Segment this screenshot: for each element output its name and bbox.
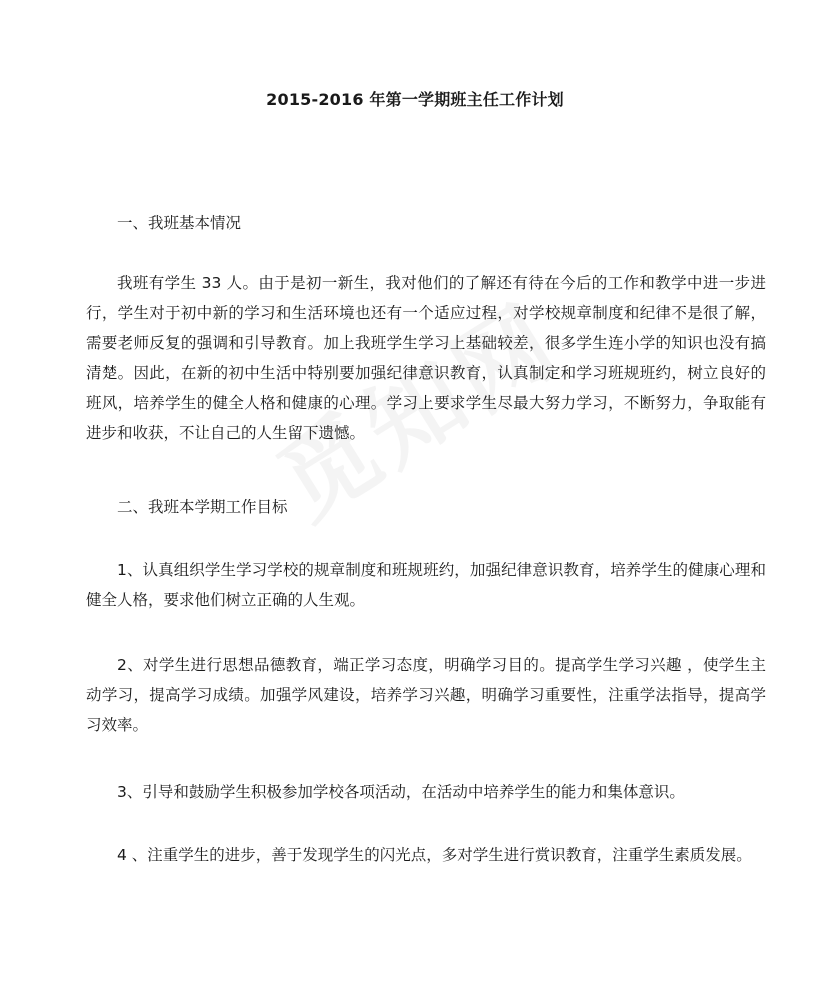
section-heading-basic-situation: 一、我班基本情况 bbox=[117, 214, 242, 232]
section-heading-goals: 二、我班本学期工作目标 bbox=[117, 498, 288, 516]
document-title: 2015-2016 年第一学期班主任工作计划 bbox=[266, 90, 564, 109]
goal-item-3: 3、引导和鼓励学生积极参加学校各项活动，在活动中培养学生的能力和集体意识。 bbox=[117, 783, 685, 801]
goal-item-2: 2、对学生进行思想品德教育，端正学习态度，明确学习目的。提高学生学习兴趣 ，使学生主动学习，提高学习成绩。加强学风建设，培养学习兴趣，明确学习重要性，注重学法指导，提高学习效率。 bbox=[86, 656, 766, 734]
paragraph-class-overview: 我班有学生 33 人。由于是初一新生，我对他们的了解还有待在今后的工作和教学中进一步进行，学生对于初中新的学习和生活环境也还有一个适应过程，对学校规章制度和纪律不是很了解，需要老师反复的强调和引导教育。加上我班学生学习上基础较差，很多学生连小学的知识也没有搞清楚。因此，在新的初中生活中特别要加强纪律意识教育，认真制定和学习班规班约，树立良好的班风，培养学生的健全人格和健康的心理。学习上要求学生尽最大努力学习，不断努力，争取能有进步和收获，不让自己的人生留下遗憾。 bbox=[86, 274, 766, 442]
goal-item-4: 4 、注重学生的进步，善于发现学生的闪光点，多对学生进行赏识教育，注重学生素质发展。 bbox=[117, 846, 752, 864]
goal-item-1: 1、认真组织学生学习学校的规章制度和班规班约，加强纪律意识教育，培养学生的健康心理和健全人格，要求他们树立正确的人生观。 bbox=[86, 561, 766, 609]
